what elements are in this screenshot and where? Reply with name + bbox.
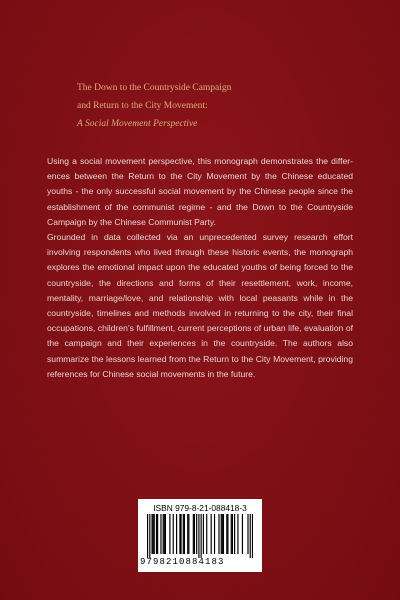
barcode-bar	[222, 514, 223, 554]
barcode-bar	[153, 514, 154, 554]
barcode-bar	[176, 514, 177, 554]
barcode-bar	[154, 514, 155, 554]
barcode-bar	[157, 514, 158, 554]
barcode-bar	[163, 514, 164, 554]
barcode-bar	[173, 514, 174, 554]
barcode-bar	[201, 514, 202, 558]
barcode-bar	[179, 514, 180, 554]
barcode-bar	[160, 514, 161, 554]
isbn-label: ISBN 979-8-21-088418-3	[153, 503, 247, 513]
barcode-bar	[193, 514, 194, 554]
barcode-bar	[250, 514, 251, 558]
barcode-bar	[194, 514, 195, 554]
barcode-bar	[242, 514, 243, 554]
barcode-bar	[198, 514, 199, 558]
barcode-bar	[226, 514, 227, 554]
barcode-bar	[156, 514, 157, 554]
barcode-bar	[183, 514, 184, 554]
barcode-bar	[165, 514, 166, 554]
barcode-bar	[180, 514, 181, 554]
barcode-bar	[252, 514, 253, 558]
barcode-bar	[196, 514, 197, 554]
book-subtitle: A Social Movement Perspective	[77, 119, 198, 129]
barcode-bar	[231, 514, 232, 554]
book-title	[77, 79, 357, 133]
barcode-bar	[187, 514, 188, 554]
barcode-bar	[214, 514, 215, 554]
barcode-bar	[149, 514, 150, 558]
barcode-bar	[206, 514, 207, 554]
barcode-bar	[164, 514, 165, 554]
barcode-bar	[247, 514, 248, 554]
barcode-bars	[147, 514, 253, 558]
barcode-bar	[203, 514, 204, 554]
barcode-bar	[232, 514, 233, 554]
barcode-bar	[223, 514, 224, 554]
barcode-bar	[151, 514, 152, 554]
isbn-barcode	[138, 499, 262, 572]
book-description	[47, 154, 353, 382]
barcode-bar	[237, 514, 238, 554]
barcode-bar	[188, 514, 189, 554]
description-paragraph-2: Grounded in data collected via an unprecedented survey research effort involving respondents who lived through these historic events, the monograph explores the emotional impact upon the educated youths of being forced to the countryside, the directions and forms of their resettlement, work, income, mentality, marriage/love, and relationship with local peasants while in the countryside, timelines and methods involved in returning to the city, their final occupations, children’s fulfillment, current perceptions of urban life, evaluation of the campaign and their experiences in the countryside. The authors also summarize the lessons learned from the Return to the City Movement, providing references for Chinese social movements in the future.	[47, 232, 353, 379]
barcode-bar	[227, 514, 228, 554]
barcode-bar	[147, 514, 148, 558]
title-line-2: and Return to the City Movement:	[77, 101, 208, 111]
barcode-digits: 9798210884183	[140, 557, 225, 567]
barcode-bar	[218, 514, 219, 554]
barcode-bar	[169, 514, 170, 554]
barcode-bar	[184, 514, 185, 554]
barcode-bar	[211, 514, 212, 554]
barcode-bar	[234, 514, 235, 554]
barcode-bar	[221, 514, 222, 554]
description-paragraph-1: Using a social movement perspective, this monograph demonstrates the differences between the Return to the City Movement by the Chinese educated youths - the only successful social movement by the Chinese people since the establishment of the communist regime - and the Down to the Countryside Campaign by the Chinese Communist Party.	[47, 156, 353, 227]
title-line-1: The Down to the Countryside Campaign	[77, 83, 232, 93]
